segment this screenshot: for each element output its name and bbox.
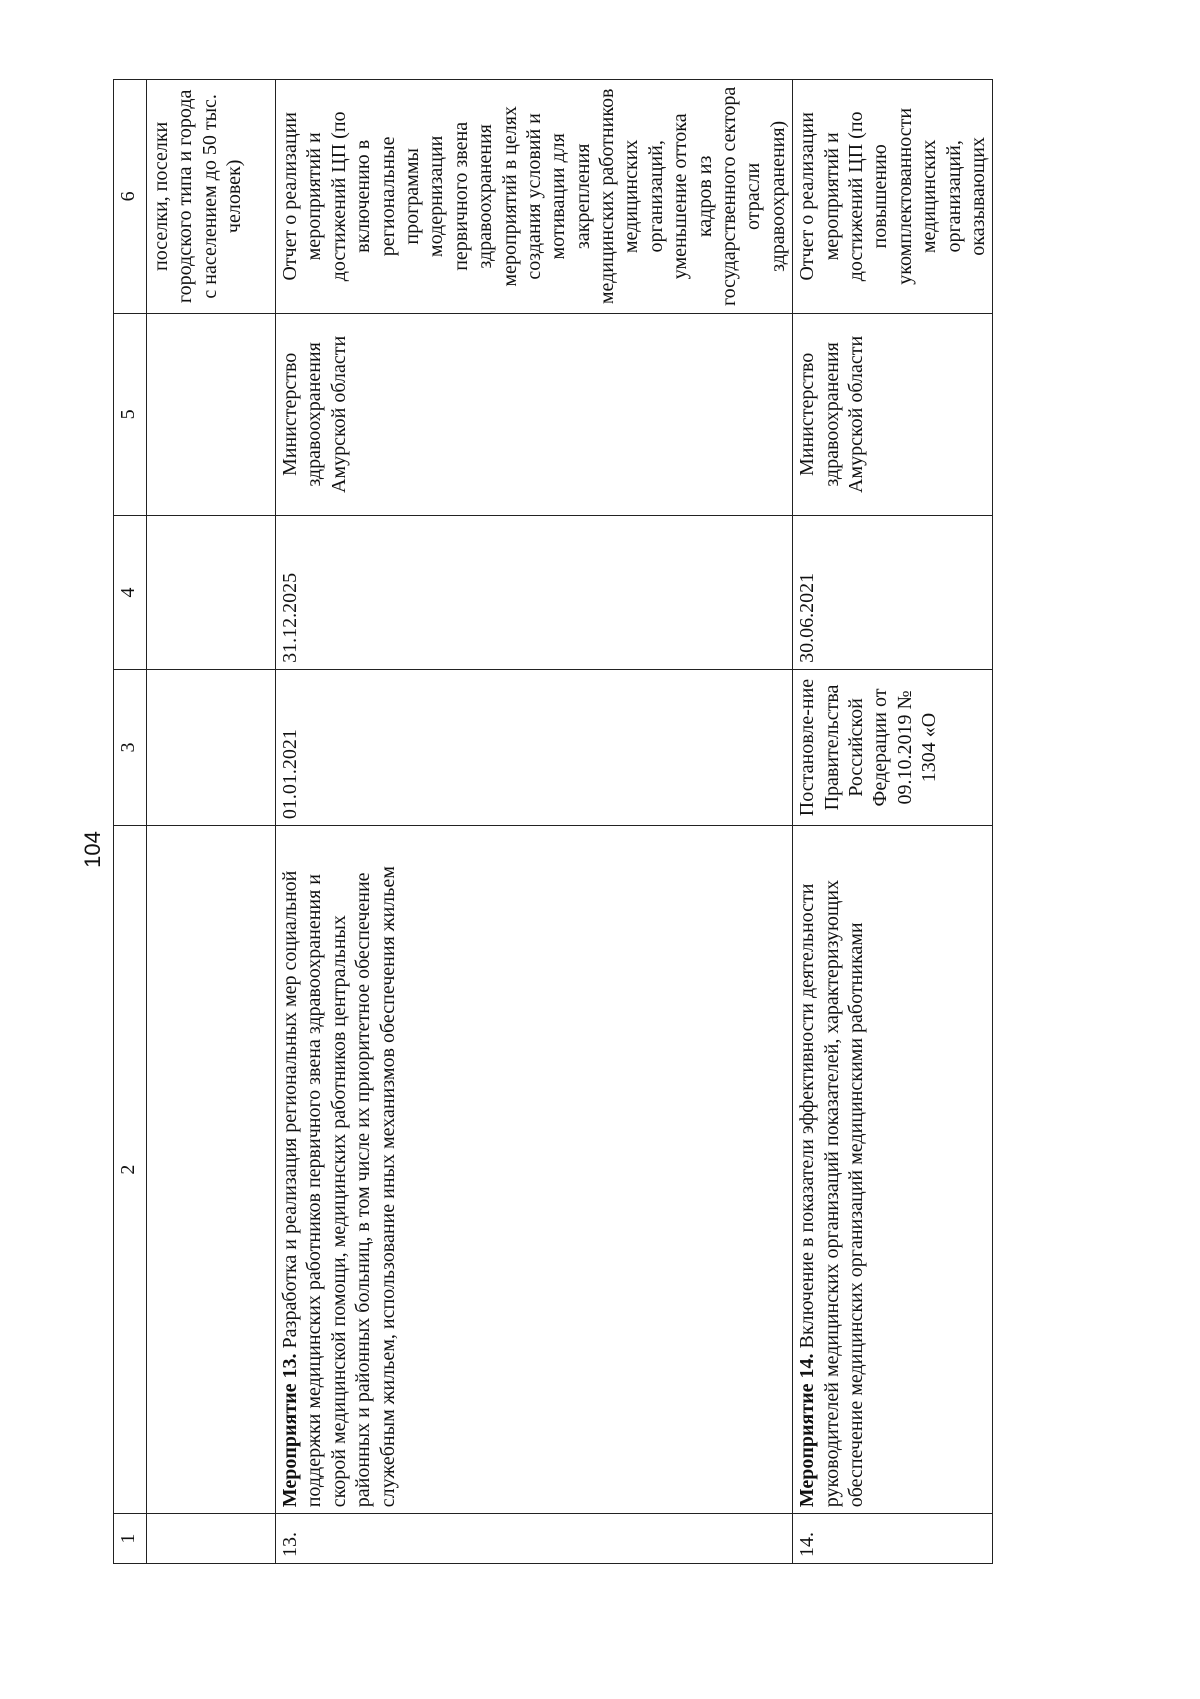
responsible-executor: Министерство здравоохранения Амурской области [793, 313, 993, 515]
continuation-executor-cell [147, 313, 276, 515]
activity-title [276, 826, 793, 1514]
table-row [793, 80, 993, 1564]
activity-title [793, 826, 993, 1514]
continuation-end-cell [147, 516, 276, 670]
start-basis: Постановле-ние Правительства Российской Федерации от 09.10.2019 № 1304 «О [793, 669, 993, 825]
row-number: 14. [793, 1514, 993, 1564]
column-number-3: 3 [114, 669, 147, 825]
responsible-executor: Министерство здравоохранения Амурской области [276, 313, 793, 515]
continuation-row [147, 80, 276, 1564]
column-number-5: 5 [114, 313, 147, 515]
row-number: 13. [276, 1514, 793, 1564]
column-number-4: 4 [114, 516, 147, 670]
column-number-1: 1 [114, 1514, 147, 1564]
page-number: 104 [80, 831, 105, 868]
activity-description: Включение в показатели эффективности деятельности руководителей медицинских организаций показателей, характеризующих обеспечение медицинских организаций медицинскими работниками [796, 879, 867, 1508]
activity-label: Мероприятие 14. [796, 1353, 819, 1508]
activity-description: Разработка и реализация региональных мер социальной поддержки медицинских работников первичного звена здравоохранения и скорой медицинской помощи, медицинских работников центральных районных и районных больниц, в том числе их приоритетное обеспечение служебным жильем, использование иных механизмов обеспечения жильем [279, 866, 399, 1508]
continuation-num-cell [147, 1514, 276, 1564]
expected-result: Отчет о реализации мероприятий и достижений ЦП (по включению в региональные программы модернизации первичного звена здравоохранения мероприятий в целях создания условий и мотивации для закрепления медицинских работников медицинских организаций, уменьшение оттока кадров из государственного сектора отрасли здравоохранения) [276, 80, 793, 314]
activity-label: Мероприятие 13. [279, 1353, 301, 1508]
end-date: 30.06.2021 [793, 516, 993, 670]
start-date: 01.01.2021 [276, 669, 793, 825]
column-number-row [114, 80, 147, 1564]
continuation-title-cell [147, 826, 276, 1514]
end-date: 31.12.2025 [276, 516, 793, 670]
column-number-6: 6 [114, 80, 147, 314]
continuation-result-cell: поселки, поселки городского типа и города с населением до 50 тыс. человек) [147, 80, 276, 314]
activities-table [113, 79, 993, 1564]
expected-result: Отчет о реализации мероприятий и достижений ЦП (по повышению укомплектованности медицинских организаций, оказывающих [793, 80, 993, 314]
column-number-2: 2 [114, 826, 147, 1514]
continuation-start-cell [147, 669, 276, 825]
table-row [276, 80, 793, 1564]
